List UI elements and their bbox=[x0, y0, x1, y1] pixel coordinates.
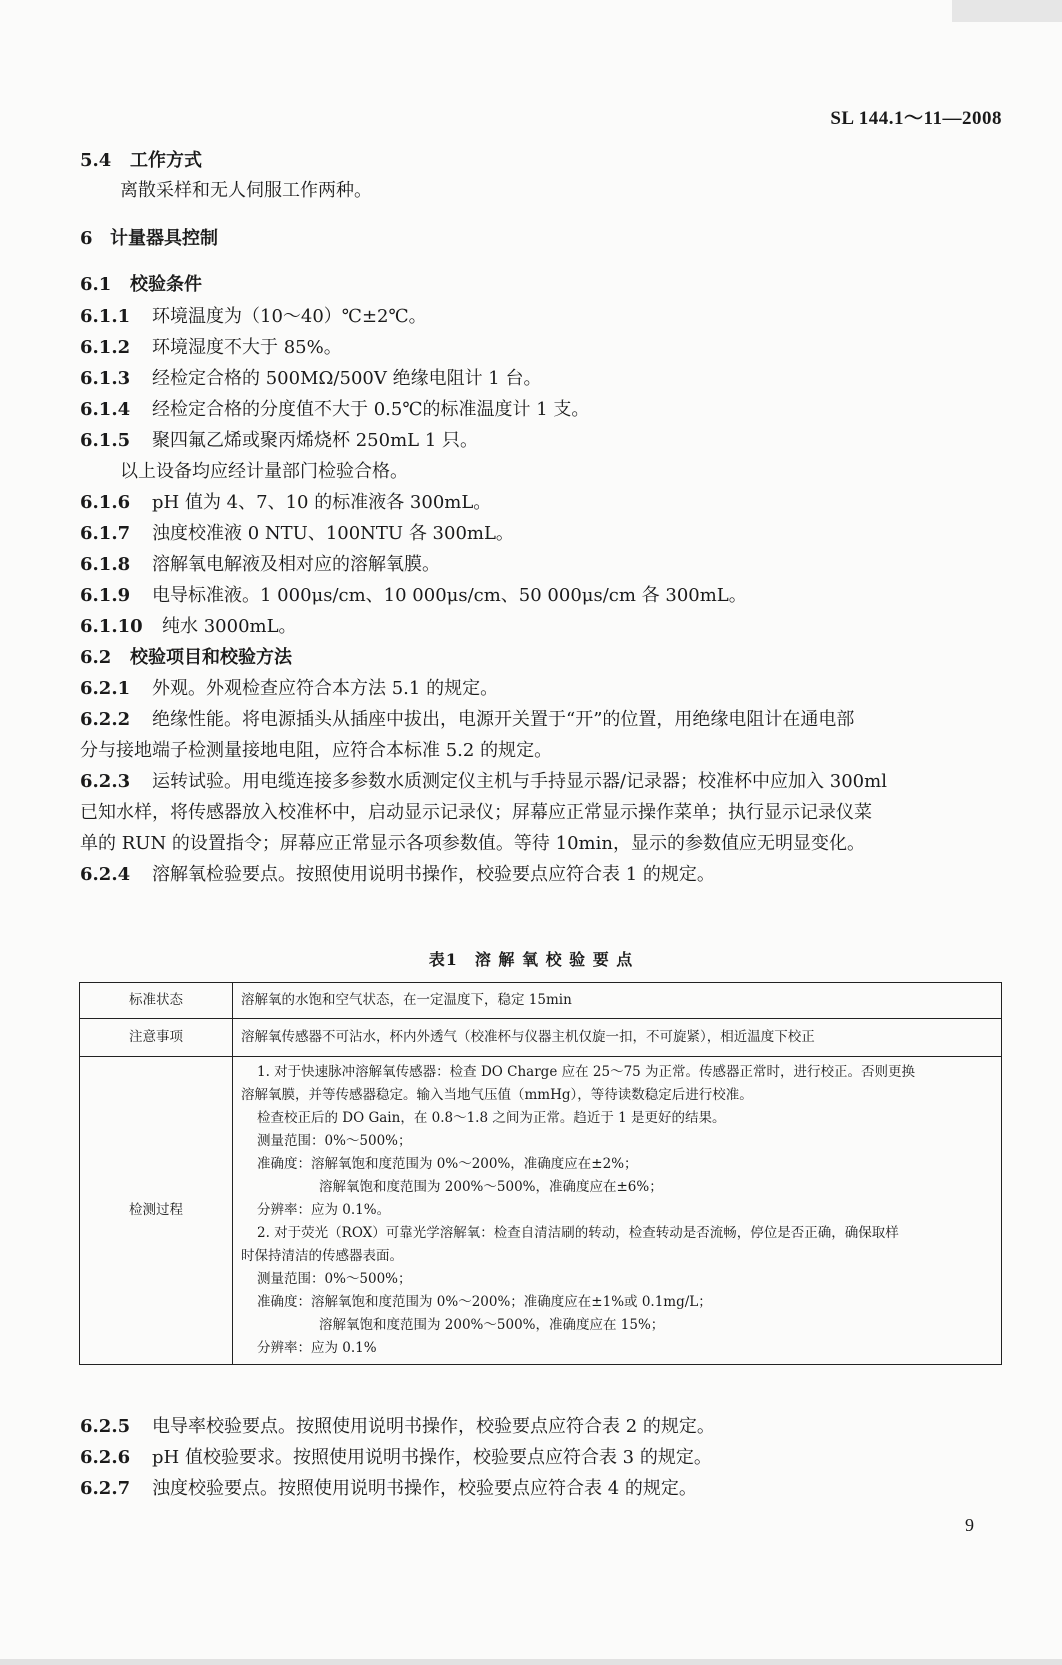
clause-6-2-4: 6.2.4 溶解氧检验要点。按照使用说明书操作，校验要点应符合表 1 的规定。 bbox=[80, 864, 715, 885]
clause-6-2-3: 6.2.3 运转试验。用电缆连接多参数水质测定仪主机与手持显示器/记录器；校准杯中应加入 300ml bbox=[80, 771, 887, 792]
section-6-heading: 6 计量器具控制 bbox=[80, 228, 218, 249]
table-text-line: 测量范围：0%～500%； bbox=[257, 1133, 412, 1149]
table-text-line: 溶解氧饱和度范围为 200%～500%，准确度应在±6%； bbox=[319, 1179, 663, 1195]
table-text-line: 2. 对于荧光（ROX）可靠光学溶解氧：检查自清洁刷的转动，检查转动是否流畅，停位是否正确，确保取样 bbox=[257, 1225, 899, 1241]
table-row-key: 标准状态 bbox=[80, 983, 233, 1019]
page-number: 9 bbox=[965, 1515, 974, 1535]
section-6-2-heading: 6.2 校验项目和校验方法 bbox=[80, 647, 292, 668]
standard-code-header: SL 144.1～11—2008 bbox=[830, 108, 1002, 129]
table-text-line: 测量范围：0%～500%； bbox=[257, 1271, 412, 1287]
clause-6-2-7: 6.2.7 浊度校验要点。按照使用说明书操作，校验要点应符合表 4 的规定。 bbox=[80, 1478, 697, 1499]
table-row-value: 溶解氧的水饱和空气状态，在一定温度下，稳定 15min bbox=[233, 983, 1002, 1019]
table-1-caption: 表1 溶 解 氧 校 验 要 点 bbox=[428, 950, 634, 969]
table-text-line: 分辨率：应为 0.1%。 bbox=[257, 1202, 391, 1218]
table-text-line: 分辨率：应为 0.1% bbox=[257, 1340, 377, 1356]
table-text-line: 准确度：溶解氧饱和度范围为 0%～200%，准确度应在±2%； bbox=[257, 1156, 638, 1172]
clause-6-1-7: 6.1.7 浊度校准液 0 NTU、100NTU 各 300mL。 bbox=[80, 523, 514, 544]
section-5-4-body: 离散采样和无人伺服工作两种。 bbox=[120, 180, 372, 201]
scan-corner-shadow bbox=[952, 0, 1062, 22]
clause-6-1-8: 6.1.8 溶解氧电解液及相对应的溶解氧膜。 bbox=[80, 554, 440, 575]
table-row bbox=[80, 1019, 1002, 1057]
table-row-key: 注意事项 bbox=[80, 1019, 233, 1057]
table-1 bbox=[79, 982, 1002, 1365]
table-text-line: 准确度：溶解氧饱和度范围为 0%～200%；准确度应在±1%或 0.1mg/L； bbox=[257, 1294, 712, 1310]
clause-6-1-2: 6.1.2 环境湿度不大于 85%。 bbox=[80, 337, 342, 358]
table-text-line: 1. 对于快速脉冲溶解氧传感器：检查 DO Charge 应在 25～75 为正常。传感器正常时，进行校正。否则更换 bbox=[257, 1064, 916, 1080]
table-row-value bbox=[233, 1057, 1002, 1365]
clause-6-2-6: 6.2.6 pH 值校验要求。按照使用说明书操作，校验要点应符合表 3 的规定。 bbox=[80, 1447, 712, 1468]
clause-6-1-6: 6.1.6 pH 值为 4、7、10 的标准液各 300mL。 bbox=[80, 492, 492, 513]
table-row bbox=[80, 1057, 1002, 1365]
table-text-line: 溶解氧膜，并等传感器稳定。输入当地气压值（mmHg），等待读数稳定后进行校准。 bbox=[241, 1087, 753, 1103]
clause-6-1-10: 6.1.10 纯水 3000mL。 bbox=[80, 616, 297, 637]
table-row-key: 检测过程 bbox=[80, 1057, 233, 1365]
clause-6-1-1: 6.1.1 环境温度为（10～40）℃±2℃。 bbox=[80, 306, 427, 327]
clause-6-2-3-cont-2: 单的 RUN 的设置指令；屏幕应正常显示各项参数值。等待 10min，显示的参数值应无明显变化。 bbox=[80, 833, 865, 854]
clause-6-1-5: 6.1.5 聚四氟乙烯或聚丙烯烧杯 250mL 1 只。 bbox=[80, 430, 478, 451]
clause-6-2-2-cont: 分与接地端子检测量接地电阻，应符合本标准 5.2 的规定。 bbox=[80, 740, 553, 761]
table-text-line: 时保持清洁的传感器表面。 bbox=[241, 1248, 403, 1264]
clause-6-2-2: 6.2.2 绝缘性能。将电源插头从插座中拔出，电源开关置于“开”的位置，用绝缘电阻计在通电部 bbox=[80, 709, 855, 730]
section-5-4-heading: 5.4 工作方式 bbox=[80, 150, 202, 171]
table-row bbox=[80, 983, 1002, 1019]
clause-6-2-1: 6.2.1 外观。外观检查应符合本方法 5.1 的规定。 bbox=[80, 678, 499, 699]
table-text-line: 溶解氧饱和度范围为 200%～500%，准确度应在 15%； bbox=[319, 1317, 665, 1333]
clause-6-1-4: 6.1.4 经检定合格的分度值不大于 0.5℃的标准温度计 1 支。 bbox=[80, 399, 590, 420]
clause-6-2-5: 6.2.5 电导率校验要点。按照使用说明书操作，校验要点应符合表 2 的规定。 bbox=[80, 1416, 715, 1437]
clause-6-1-3: 6.1.3 经检定合格的 500MΩ/500V 绝缘电阻计 1 台。 bbox=[80, 368, 542, 389]
clause-6-1-9: 6.1.9 电导标准液。1 000μs/cm、10 000μs/cm、50 000μs/cm 各 300mL。 bbox=[80, 585, 747, 606]
clause-6-2-3-cont-1: 已知水样，将传感器放入校准杯中，启动显示记录仪；屏幕应正常显示操作菜单；执行显示记录仪菜 bbox=[80, 802, 872, 823]
section-6-1-heading: 6.1 校验条件 bbox=[80, 274, 202, 295]
table-row-value: 溶解氧传感器不可沾水，杯内外透气（校准杯与仪器主机仅旋一扣，不可旋紧），相近温度下校正 bbox=[233, 1019, 1002, 1057]
clause-6-1-note: 以上设备均应经计量部门检验合格。 bbox=[120, 461, 408, 482]
scan-bottom-edge bbox=[0, 1659, 1062, 1665]
table-text-line: 检查校正后的 DO Gain，在 0.8～1.8 之间为正常。趋近于 1 是更好的结果。 bbox=[257, 1110, 726, 1126]
